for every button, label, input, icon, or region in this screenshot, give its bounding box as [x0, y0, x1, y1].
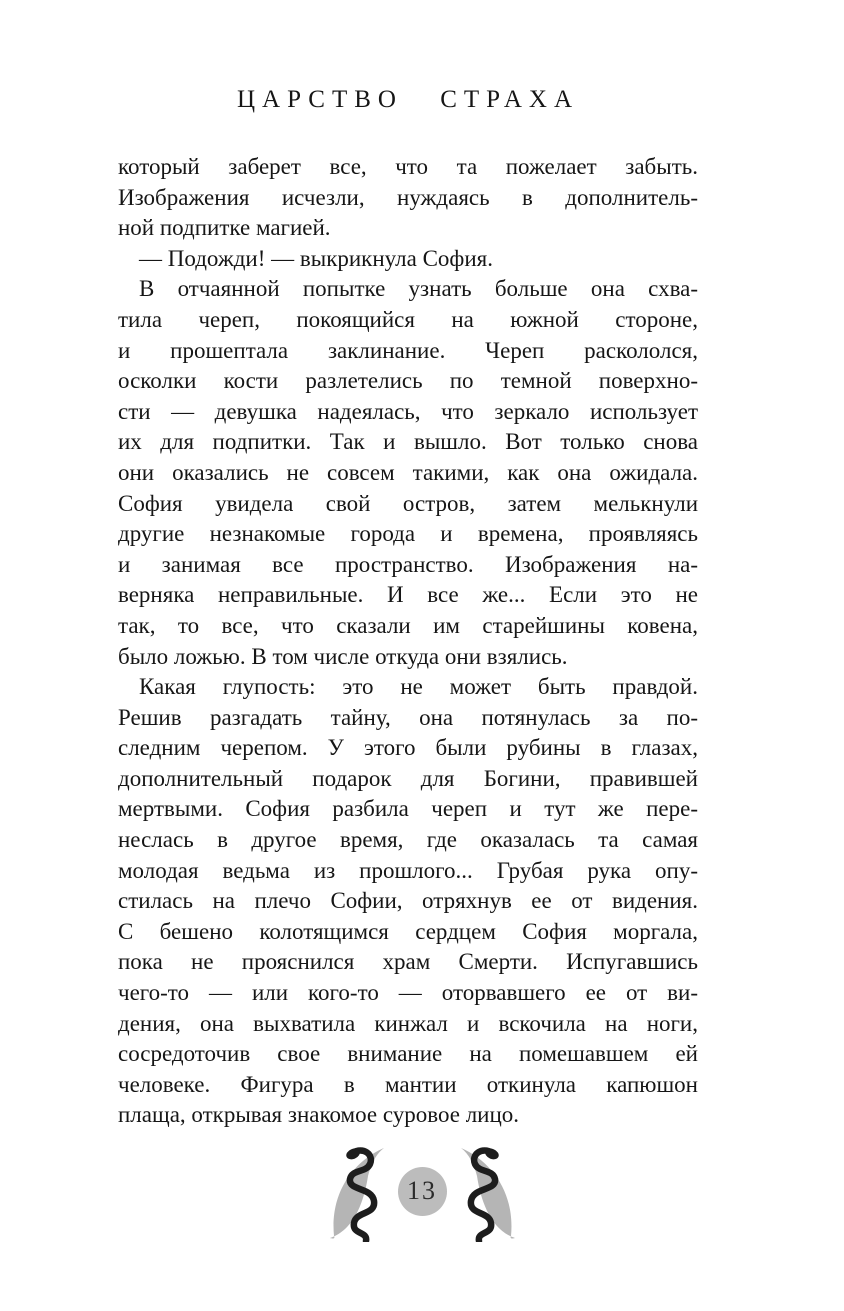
text-line: София увидела свой остров, затем мелькнули [118, 490, 698, 516]
text-line: следним черепом. У этого были рубины в глазах, [118, 735, 698, 761]
text-line: В отчаянной попытке узнать больше она схва- [139, 276, 698, 302]
text-line: Какая глупость: это не может быть правдой. [139, 674, 698, 700]
text-line: сосредоточив свое внимание на помешавшем ей [118, 1041, 698, 1067]
text-line: было ложью. В том числе откуда они взялись. [118, 643, 568, 669]
paragraph [118, 274, 698, 672]
text-block [118, 152, 698, 1131]
snake-moon-ornament-right [435, 1146, 517, 1242]
text-line: ной подпитке магией. [118, 215, 331, 241]
running-title: ЦАРСТВО СТРАХА [236, 86, 580, 113]
text-line: С бешено колотящимся сердцем София моргала, [118, 918, 698, 944]
text-line: — Подожди! — выкрикнула София. [139, 245, 493, 271]
text-line: пока не прояснился храм Смерти. Испугавшись [118, 949, 698, 975]
text-line: молодая ведьма из прошлого... Грубая рука опу- [118, 857, 698, 883]
text-line: их для подпитки. Так и вышло. Вот только снова [118, 429, 698, 455]
text-line: чего-то — или кого-то — оторвавшего ее от ви- [118, 980, 698, 1006]
paragraph [118, 672, 698, 1131]
paragraph [118, 152, 698, 244]
text-line: тила череп, покоящийся на южной стороне, [118, 306, 698, 332]
text-line: осколки кости разлетелись по темной поверхно- [118, 368, 698, 394]
text-line: стилась на плечо Софии, отряхнув ее от видения. [118, 888, 698, 914]
text-line: верняка неправильные. И все же... Если это не [118, 582, 698, 608]
text-line: другие незнакомые города и времена, проявляясь [118, 521, 698, 547]
text-line: Изображения исчезли, нуждаясь в дополнитель- [118, 184, 698, 210]
page-number: 13 [407, 1176, 437, 1205]
text-line: и занимая все пространство. Изображения на- [118, 551, 698, 577]
paragraph [118, 244, 698, 275]
page-footer [0, 1146, 844, 1242]
text-line: дополнительный подарок для Богини, правившей [118, 765, 698, 791]
text-line: мертвыми. София разбила череп и тут же пере- [118, 796, 698, 822]
text-line: они оказались не совсем такими, как она ожидала. [118, 459, 698, 485]
text-line: плаща, открывая знакомое суровое лицо. [118, 1102, 520, 1128]
text-line: Решив разгадать тайну, она потянулась за по- [118, 704, 698, 730]
text-line: так, то все, что сказали им старейшины ковена, [118, 612, 698, 638]
text-line: дения, она выхватила кинжал и вскочила на ноги, [118, 1010, 698, 1036]
text-line: человеке. Фигура в мантии откинула капюшон [118, 1071, 698, 1097]
text-line: сти — девушка надеялась, что зеркало использует [118, 398, 698, 424]
text-line: который заберет все, что та пожелает забыть. [118, 154, 698, 179]
text-line: неслась в другое время, где оказалась та самая [118, 827, 698, 853]
text-line: и прошептала заклинание. Череп раскололся, [118, 337, 698, 363]
